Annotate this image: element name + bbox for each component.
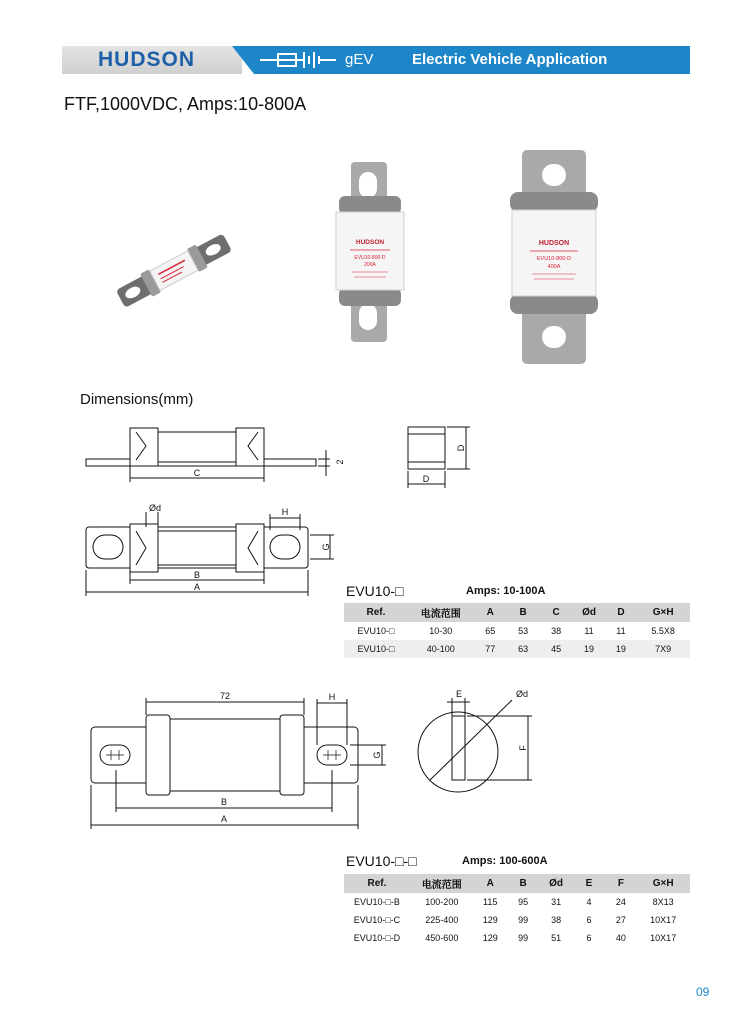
large-fuse-brand: HUDSON [538,240,570,247]
table1-header-row [344,603,690,622]
table2-header: E [573,874,606,893]
table-row [344,622,690,640]
table-cell: 31 [551,897,562,907]
table-cell: 100-200 [425,897,459,907]
table2-title: EVU10-□-□ [346,853,417,869]
label-d-bottom: D [422,474,430,484]
table1-header: A [474,603,507,622]
label-b: B [193,570,201,580]
large-fuse-rating: 400A [547,264,561,270]
table2-header: 电流范围 [410,874,474,893]
table-cell: 10-30 [429,626,453,636]
table-cell: 65 [485,626,496,636]
table-cell: 7X9 [636,640,690,658]
table-cell: 38 [551,626,562,636]
small-fuse-top-view [86,512,334,596]
label-h2: H [328,692,336,702]
label-72: 72 [219,691,231,701]
table1-amps: Amps: 10-100A [466,585,546,597]
dimensions-title: Dimensions(mm) [80,391,194,408]
table-cell: 6 [586,915,592,925]
table1-title: EVU10-□ [346,583,404,599]
table-cell: 40 [615,933,626,943]
table-cell: EVU10-□-C [353,915,401,925]
label-2: 2 [335,459,345,465]
small-fuse-side-view [86,428,330,482]
table2-header: Ref. [344,874,410,893]
table-cell: 129 [482,915,498,925]
table-cell: 53 [518,626,529,636]
medium-fuse-model: EVU10-800-D [354,255,386,261]
table-cell: 115 [483,897,498,907]
table1-header: B [507,603,540,622]
table-row [344,640,690,658]
medium-fuse-brand: HUDSON [355,239,385,246]
label-a: A [193,582,201,592]
table-cell: 8X13 [652,897,674,907]
table1-header: 电流范围 [408,603,474,622]
page-number: 09 [696,985,710,999]
table-cell: 27 [615,915,626,925]
table1-header: Ød [573,603,606,622]
table-cell: 45 [540,640,573,658]
table2-header: B [507,874,540,893]
table-cell: 129 [482,933,498,943]
table-row [344,929,690,947]
table-cell: EVU10-□ [357,626,395,636]
table-cell: 6 [586,933,592,943]
table-cell: 99 [518,915,529,925]
table-row [344,893,690,911]
table-cell: 225-400 [425,915,459,925]
table2-header-row [344,874,690,893]
table-cell: EVU10-□-B [353,897,400,907]
table2 [344,874,690,947]
label-od2: Ød [515,689,529,699]
table1-header: C [540,603,573,622]
label-g: G [321,543,331,551]
label-a2: A [220,814,228,824]
banner-application: Electric Vehicle Application [412,51,608,68]
table-cell: 450-600 [425,933,459,943]
large-fuse-model: EVU10-800-D [536,256,572,262]
table2-header: A [474,874,507,893]
banner-gev: gEV [345,51,374,68]
table-cell: 40-100 [408,640,474,658]
table-cell: EVU10-□ [344,640,408,658]
label-b2: B [220,797,228,807]
table-cell: 10X17 [650,933,677,943]
table2-header: Ød [540,874,573,893]
table-cell: 24 [615,897,626,907]
page-title: FTF,1000VDC, Amps:10-800A [64,94,307,114]
table-cell: 63 [507,640,540,658]
label-f: F [518,745,528,751]
table-cell: 11 [584,626,594,636]
label-c: C [193,468,201,478]
brand-logo: HUDSON [98,48,196,71]
medium-fuse-rating: 200A [364,262,376,268]
table-cell: 77 [474,640,507,658]
table-cell: 51 [551,933,562,943]
label-g2: G [372,751,382,759]
label-od: Ød [148,503,162,513]
table-cell: 95 [518,897,529,907]
label-h: H [281,507,289,517]
table1-header: G×H [636,603,690,622]
table2-header: G×H [636,874,690,893]
table2-amps: Amps: 100-600A [462,855,548,867]
table2-header: F [605,874,636,893]
label-d-side: D [456,444,466,452]
table1-header: Ref. [344,603,408,622]
table-cell: EVU10-□-D [353,933,401,943]
table-cell: 19 [605,640,636,658]
small-fuse-end-view [408,427,470,488]
table-cell: 10X17 [650,915,677,925]
table-cell: 4 [586,897,592,907]
large-fuse-end-view [418,698,532,792]
table-cell: 11 [616,626,626,636]
table-cell: 99 [518,933,529,943]
table-cell: 19 [573,640,606,658]
table-row [344,911,690,929]
label-e: E [455,689,463,699]
large-fuse-top-view [91,698,386,829]
table-cell: 38 [551,915,562,925]
table-cell: 5.5X8 [651,626,675,636]
table1-header: D [605,603,636,622]
table1 [344,603,690,658]
